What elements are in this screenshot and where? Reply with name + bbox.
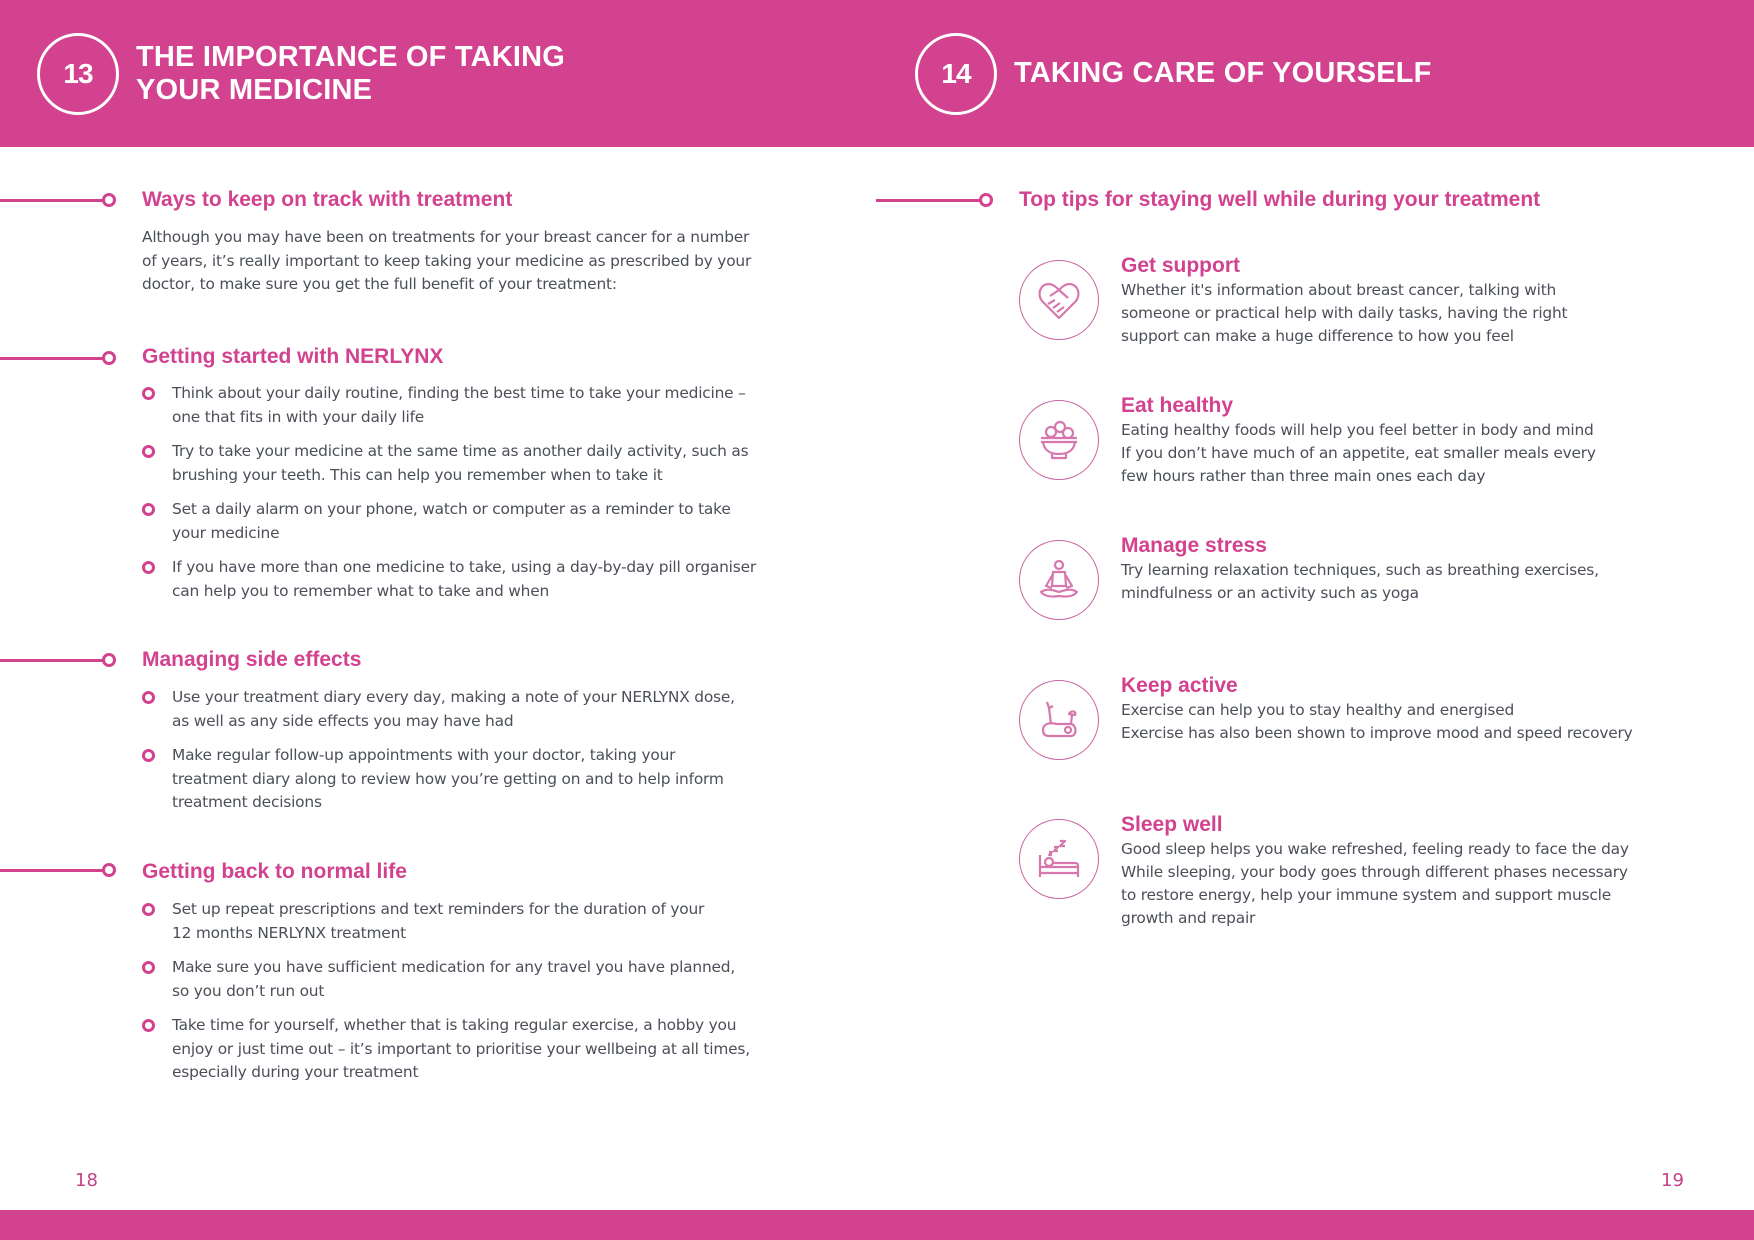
section-marker-icon — [979, 193, 993, 207]
list-item: Set up repeat prescriptions and text reminders for the duration of your 12 months NERLYNX treatment — [142, 898, 822, 945]
bullet-circle-icon — [142, 445, 155, 458]
chapter-title-line: YOUR MEDICINE — [136, 73, 373, 106]
paragraph-line: doctor, to make sure you get the full benefit of your treatment: — [142, 275, 617, 293]
chapter-title — [136, 41, 565, 107]
intro-paragraph — [142, 226, 751, 297]
tip-text: Good sleep helps you wake refreshed, feeling ready to face the day While sleeping, your body goes through different phases necessary to restore energy, help your immune system and support muscle growth and repair — [1121, 840, 1629, 927]
tip-text: Try learning relaxation techniques, such as breathing exercises, mindfulness or an activity such as yoga — [1121, 561, 1599, 602]
bullet-circle-icon — [142, 503, 155, 516]
exercise-bike-icon — [1019, 680, 1099, 760]
bullet-list — [142, 382, 822, 614]
bullet-circle-icon — [142, 561, 155, 574]
section-marker-icon — [102, 863, 116, 877]
tip-text: Eating healthy foods will help you feel better in body and mind If you don’t have much of an appetite, eat smaller meals every few hours rather than three main ones each day — [1121, 421, 1596, 485]
bullet-circle-icon — [142, 1019, 155, 1032]
bullet-circle-icon — [142, 387, 155, 400]
list-item: Set a daily alarm on your phone, watch or computer as a reminder to take your medicine — [142, 498, 822, 545]
list-item: Use your treatment diary every day, making a note of your NERLYNX dose, as well as any side effects you may have had — [142, 686, 822, 733]
tip-sleep-well — [1019, 813, 1719, 929]
section-heading: Ways to keep on track with treatment — [142, 188, 513, 211]
section-connector-line — [0, 357, 103, 360]
chapter-number-badge: 13 — [37, 33, 119, 115]
list-item: Think about your daily routine, finding the best time to take your medicine – one that fits in with your daily life — [142, 382, 822, 429]
paragraph-line: of years, it’s really important to keep taking your medicine as prescribed by your — [142, 251, 752, 270]
tip-eat-healthy — [1019, 394, 1719, 510]
tip-manage-stress — [1019, 534, 1719, 650]
tip-title: Manage stress — [1121, 534, 1267, 557]
chapter-number-badge: 14 — [915, 33, 997, 115]
bullet-circle-icon — [142, 903, 155, 916]
section-connector-line — [0, 659, 103, 662]
tip-title: Get support — [1121, 254, 1240, 277]
tip-title: Keep active — [1121, 674, 1238, 697]
section-marker-icon — [102, 351, 116, 365]
bullet-circle-icon — [142, 749, 155, 762]
tip-title: Sleep well — [1121, 813, 1223, 836]
meditation-icon — [1019, 540, 1099, 620]
section-connector-line — [0, 869, 103, 872]
tip-title: Eat healthy — [1121, 394, 1234, 417]
section-heading: Getting back to normal life — [142, 860, 407, 883]
footer-band — [0, 1210, 1754, 1240]
section-connector-line — [876, 199, 986, 202]
page-number-right: 19 — [1661, 1170, 1684, 1191]
bullet-circle-icon — [142, 691, 155, 704]
food-bowl-icon — [1019, 400, 1099, 480]
bullet-circle-icon — [142, 961, 155, 974]
bullet-list — [142, 686, 822, 826]
section-heading: Getting started with NERLYNX — [142, 345, 444, 368]
bullet-list — [142, 898, 822, 1096]
section-heading: Top tips for staying well while during your treatment — [1019, 188, 1541, 211]
list-item: If you have more than one medicine to take, using a day-by-day pill organiser can help you to remember what to take and when — [142, 556, 822, 603]
tip-get-support — [1019, 254, 1719, 370]
handshake-heart-icon — [1019, 260, 1099, 340]
list-item: Take time for yourself, whether that is taking regular exercise, a hobby you enjoy or just time out – it’s important to prioritise your wellbeing at all times, especially during your treatment — [142, 1014, 822, 1085]
chapter-13-header — [37, 0, 565, 147]
tip-text: Whether it's information about breast cancer, talking with someone or practical help with daily tasks, having the right support can make a huge difference to how you feel — [1121, 281, 1568, 345]
page-number-left: 18 — [75, 1170, 98, 1191]
chapter-title: TAKING CARE OF YOURSELF — [1014, 57, 1432, 89]
list-item: Try to take your medicine at the same time as another daily activity, such as brushing your teeth. This can help you remember when to take it — [142, 440, 822, 487]
sleeping-bed-icon — [1019, 819, 1099, 899]
list-item: Make sure you have sufficient medication for any travel you have planned, so you don’t run out — [142, 956, 822, 1003]
chapter-title-line: THE IMPORTANCE OF TAKING — [136, 40, 566, 73]
section-marker-icon — [102, 653, 116, 667]
tip-keep-active — [1019, 674, 1719, 790]
tip-text: Exercise can help you to stay healthy and energised Exercise has also been shown to improve mood and speed recovery — [1121, 701, 1633, 742]
section-connector-line — [0, 199, 103, 202]
paragraph-line: Although you may have been on treatments for your breast cancer for a number — [142, 228, 750, 246]
chapter-14-header — [915, 0, 1432, 147]
section-marker-icon — [102, 193, 116, 207]
section-heading: Managing side effects — [142, 648, 362, 671]
list-item: Make regular follow-up appointments with your doctor, taking your treatment diary along to review how you’re getting on and to help inform treatment decisions — [142, 744, 822, 815]
